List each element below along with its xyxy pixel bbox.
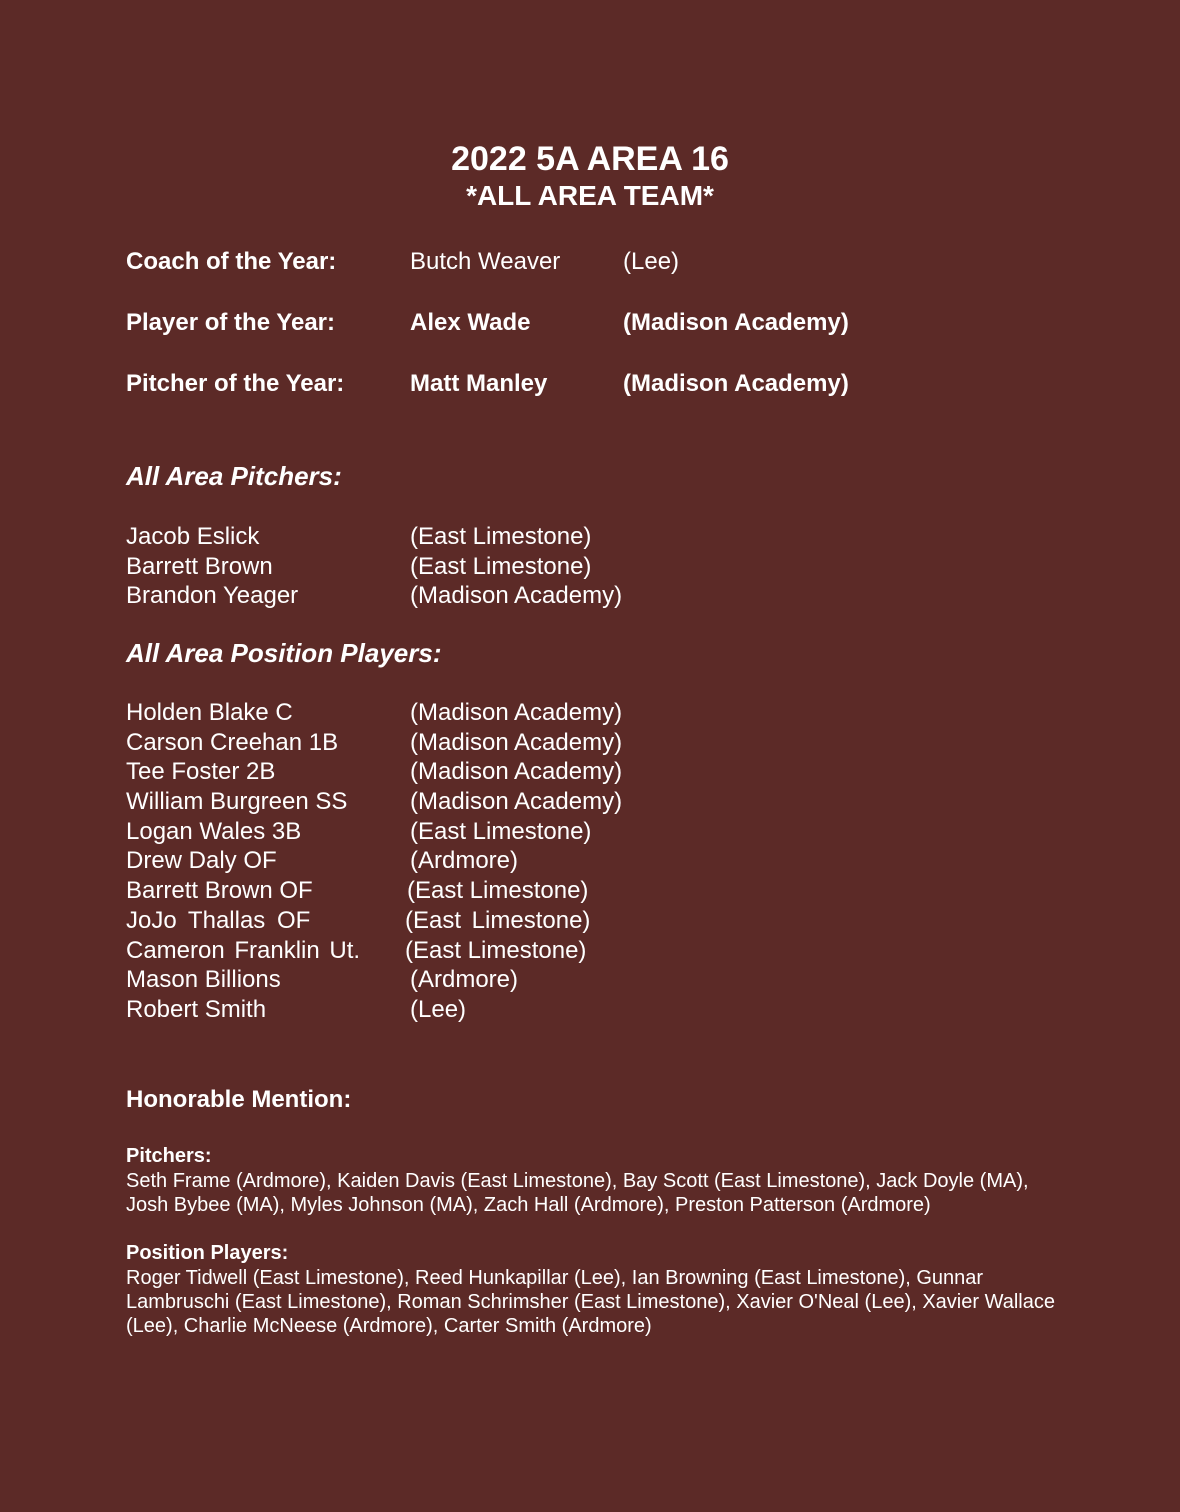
player-school: (East Limestone) [410, 552, 592, 580]
player-school: (East Limestone) [405, 906, 591, 934]
player-name: Tee Foster 2B [126, 758, 276, 786]
player-name: Barrett Brown [126, 552, 273, 580]
hm-position-text: Roger Tidwell (East Limestone), Reed Hunkapillar (Lee), Ian Browning (East Limestone), Gunnar Lambruschi (East Limestone), Roman Schrimsher (East Limestone), Xavier O'Neal (Lee), Xavier Wallace (Lee), Charlie McNeese (Ardmore), Carter Smith (Ardmore) [126, 1267, 1055, 1337]
player-name: Jacob Eslick [126, 523, 260, 550]
award-name: Alex Wade [410, 309, 531, 336]
award-label: Player of the Year: [126, 309, 335, 336]
honorable-mention-heading: Honorable Mention: [126, 1086, 352, 1113]
player-school: (Ardmore) [410, 966, 519, 994]
player-name: Robert Smith [126, 995, 267, 1023]
player-name: Carson Creehan 1B [126, 728, 339, 756]
pitchers-heading: All Area Pitchers: [126, 461, 342, 491]
award-label: Coach of the Year: [126, 248, 337, 275]
page-subtitle: *ALL AREA TEAM* [466, 180, 714, 211]
player-name: William Burgreen SS [126, 788, 348, 816]
player-name: Brandon Yeager [126, 582, 299, 610]
hm-pitchers-label: Pitchers: [126, 1145, 212, 1167]
player-school: (Ardmore) [410, 847, 519, 875]
player-school: (Madison Academy) [410, 728, 623, 756]
award-label: Pitcher of the Year: [126, 370, 345, 397]
player-school: (East Limestone) [407, 877, 589, 905]
player-school: (Madison Academy) [410, 788, 623, 816]
player-name: JoJo Thallas OF [126, 906, 311, 934]
page-title: 2022 5A AREA 16 [451, 140, 729, 178]
player-school: (East Limestone) [410, 523, 592, 550]
hm-pitchers-text: Seth Frame (Ardmore), Kaiden Davis (East Limestone), Bay Scott (East Limestone), Jack Doyle (MA), Josh Bybee (MA), Myles Johnson (MA), Zach Hall (Ardmore), Preston Patterson (Ardmore) [126, 1170, 1029, 1216]
award-name: Butch Weaver [410, 248, 561, 275]
award-name: Matt Manley [410, 370, 548, 397]
player-school: (Madison Academy) [410, 699, 623, 726]
position-players-heading: All Area Position Players: [126, 638, 442, 668]
player-school: (Madison Academy) [410, 582, 623, 610]
award-school: (Madison Academy) [623, 309, 849, 336]
award-school: (Madison Academy) [623, 370, 849, 397]
player-name: Logan Wales 3B [126, 817, 302, 845]
player-name: Barrett Brown OF [126, 877, 313, 905]
player-name: Drew Daly OF [126, 847, 277, 875]
player-school: (East Limestone) [405, 936, 587, 964]
player-name: Mason Billions [126, 966, 281, 994]
player-school: (Lee) [410, 995, 467, 1023]
hm-position-label: Position Players: [126, 1242, 289, 1264]
player-school: (Madison Academy) [410, 758, 623, 786]
award-school: (Lee) [623, 248, 680, 275]
player-school: (East Limestone) [410, 817, 592, 845]
player-name: Holden Blake C [126, 699, 293, 726]
player-name: Cameron Franklin Ut. [126, 936, 361, 964]
